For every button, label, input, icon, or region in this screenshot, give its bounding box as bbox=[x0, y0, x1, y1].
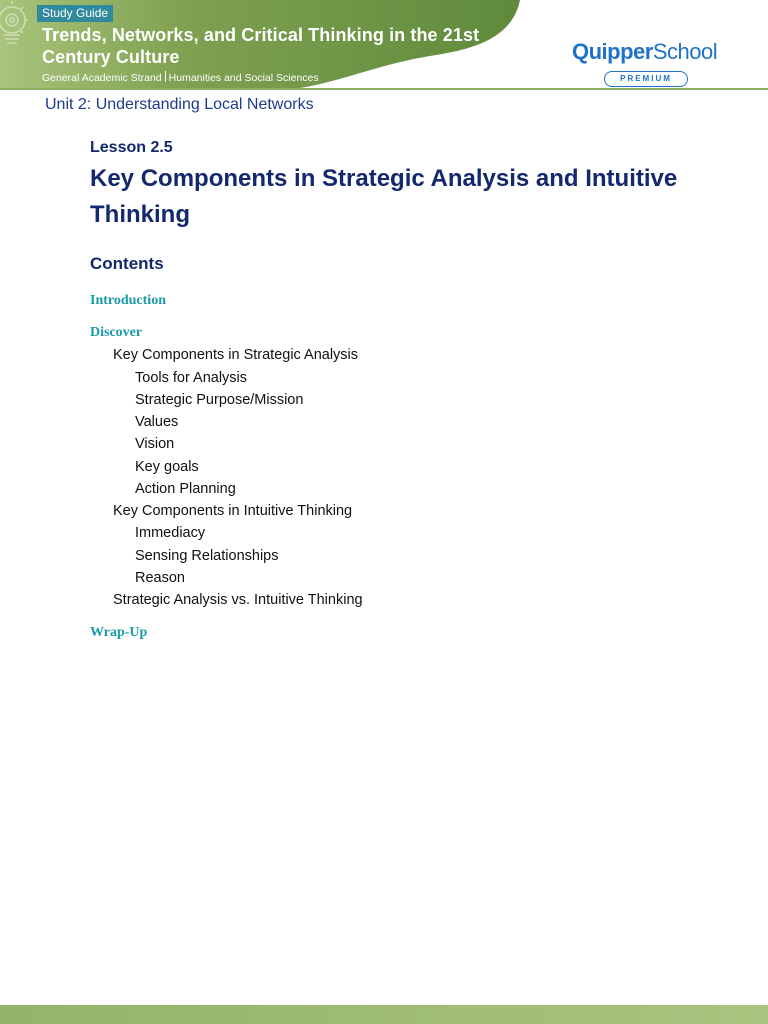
unit-title: Unit 2: Understanding Local Networks bbox=[45, 96, 314, 113]
logo-school: School bbox=[652, 39, 718, 64]
toc-item-sensing-relationships[interactable]: Sensing Relationships bbox=[135, 548, 279, 564]
toc-item-vision[interactable]: Vision bbox=[135, 436, 175, 452]
toc-item-strategic-analysis[interactable]: Key Components in Strategic Analysis bbox=[113, 347, 359, 363]
strand-track: Humanities and Social Sciences bbox=[168, 72, 319, 84]
toc-item-action-planning[interactable]: Action Planning bbox=[135, 481, 236, 497]
lightbulb-gear-icon bbox=[0, 0, 30, 48]
strand-divider bbox=[165, 71, 166, 82]
subject-title: Trends, Networks, and Critical Thinking in the 21st Century Culture bbox=[42, 25, 480, 67]
toc-wrap-up[interactable]: Wrap-Up bbox=[90, 625, 148, 640]
strand-name: General Academic Strand bbox=[42, 72, 162, 84]
quipper-school-logo bbox=[572, 39, 732, 83]
contents-heading: Contents bbox=[90, 254, 164, 273]
toc-item-key-goals[interactable]: Key goals bbox=[135, 459, 199, 475]
toc-introduction[interactable]: Introduction bbox=[90, 293, 166, 308]
lesson-number: Lesson 2.5 bbox=[90, 139, 173, 156]
toc-item-values[interactable]: Values bbox=[135, 414, 179, 430]
toc-item-immediacy[interactable]: Immediacy bbox=[135, 525, 206, 541]
toc-item-strategic-purpose[interactable]: Strategic Purpose/Mission bbox=[135, 392, 304, 408]
strand-line bbox=[42, 71, 319, 84]
logo-premium-badge: PREMIUM bbox=[604, 71, 688, 87]
toc-item-intuitive-thinking[interactable]: Key Components in Intuitive Thinking bbox=[113, 503, 353, 519]
footer-bar bbox=[0, 1005, 768, 1024]
toc-item-analysis-vs-intuitive[interactable]: Strategic Analysis vs. Intuitive Thinking bbox=[113, 592, 363, 608]
toc-item-tools-for-analysis[interactable]: Tools for Analysis bbox=[135, 370, 248, 386]
logo-wordmark bbox=[572, 39, 732, 65]
toc-discover[interactable]: Discover bbox=[90, 325, 143, 340]
toc-item-reason[interactable]: Reason bbox=[135, 570, 185, 586]
logo-quipper: Quipper bbox=[572, 39, 653, 64]
lesson-title: Key Components in Strategic Analysis and Intuitive Thinking bbox=[90, 165, 678, 228]
study-guide-badge: Study Guide bbox=[37, 5, 113, 22]
